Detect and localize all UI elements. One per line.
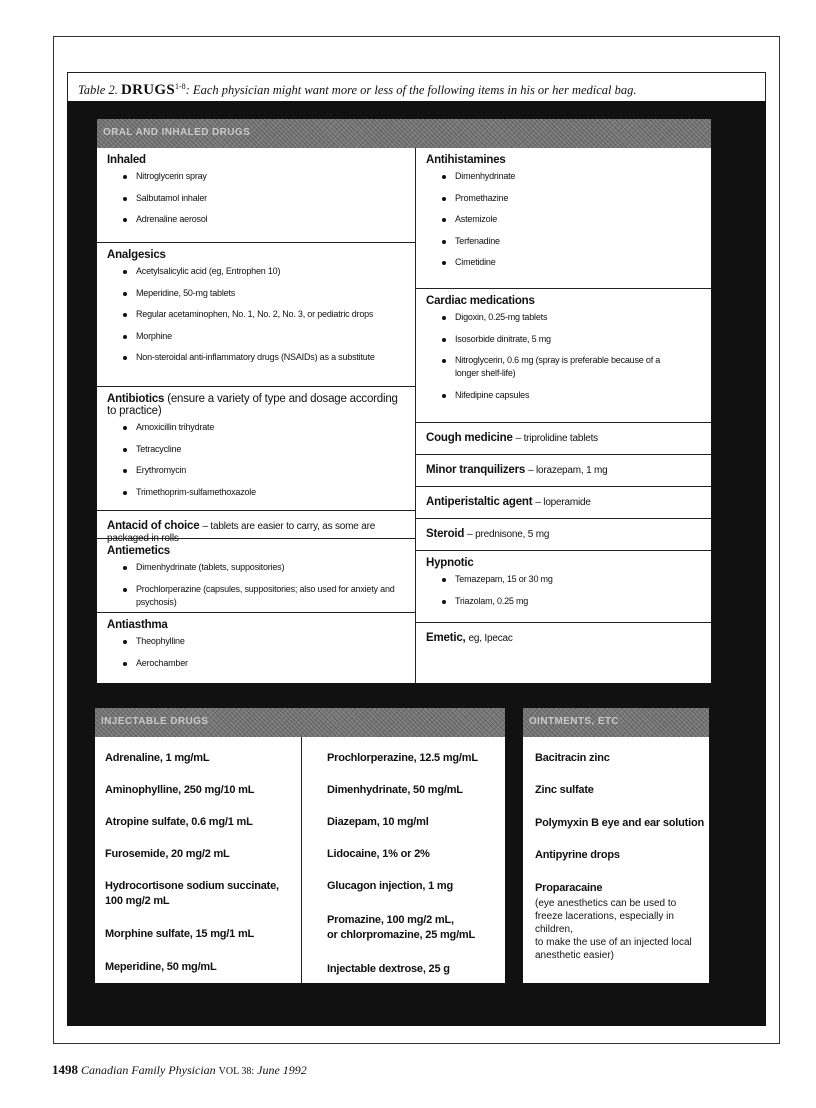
inj-item: Dimenhydrinate, 50 mg/mL <box>327 784 463 796</box>
injectable-divider <box>301 737 302 983</box>
antihistamines-title: Antihistamines <box>426 154 506 166</box>
journal-name: Canadian Family Physician <box>81 1063 216 1077</box>
inj-item: Injectable dextrose, 25 g <box>327 963 450 975</box>
inj-item: Lidocaine, 1% or 2% <box>327 848 430 860</box>
list-item: Triazolam, 0.25 mg <box>442 595 701 608</box>
antiasthma-title: Antiasthma <box>107 619 168 631</box>
hypnotic-title: Hypnotic <box>426 557 474 569</box>
ointment-item: Bacitracin zinc <box>535 752 610 764</box>
emetic-line <box>426 632 701 644</box>
table-refs: 1-8 <box>174 82 186 91</box>
inj-item: Hydrocortisone sodium succinate, <box>105 880 279 892</box>
list-item: Non-steroidal anti-inflammatory drugs (NSAIDs) as a substitute <box>123 351 405 364</box>
analgesics-title: Analgesics <box>107 249 166 261</box>
list-item: Meperidine, 50-mg tablets <box>123 287 405 300</box>
list-item: Promethazine <box>442 192 701 205</box>
oral-right-column <box>416 148 711 683</box>
antiperistaltic-section <box>416 486 711 518</box>
oral-header: ORAL AND INHALED DRUGS <box>103 127 251 138</box>
cough-title: Cough medicine <box>426 432 513 444</box>
inj-item: Aminophylline, 250 mg/10 mL <box>105 784 255 796</box>
note-line: freeze lacerations, especially in children, <box>535 911 674 935</box>
list-item: Nitroglycerin, 0.6 mg (spray is preferable because of a longer shelf-life) <box>442 354 701 380</box>
list-item: Trimethoprim-sulfamethoxazole <box>123 486 405 499</box>
list-item: Cimetidine <box>442 256 701 269</box>
analgesics-section <box>97 242 415 386</box>
inhaled-section <box>97 148 415 242</box>
oral-panel <box>97 148 711 683</box>
tranquilizers-line <box>426 464 701 476</box>
tranquilizers-note: – lorazepam, 1 mg <box>528 465 608 476</box>
antihistamines-section <box>416 148 711 288</box>
list-item: Amoxicillin trihydrate <box>123 421 405 434</box>
ointment-note <box>535 897 707 962</box>
issue-date: June 1992 <box>257 1063 307 1077</box>
cough-note: – triprolidine tablets <box>515 433 598 444</box>
hypnotic-section <box>416 550 711 622</box>
inj-item: Atropine sulfate, 0.6 mg/1 mL <box>105 816 253 828</box>
list-item: Regular acetaminophen, No. 1, No. 2, No. 3, or pediatric drops <box>123 308 405 321</box>
inj-item: Furosemide, 20 mg/2 mL <box>105 848 230 860</box>
oral-header-band <box>97 119 711 149</box>
list-item: Tetracycline <box>123 443 405 456</box>
cardiac-title: Cardiac medications <box>426 295 535 307</box>
oral-left-column <box>97 148 415 683</box>
injectable-header: INJECTABLE DRUGS <box>101 716 209 727</box>
list-item: Isosorbide dinitrate, 5 mg <box>442 333 701 346</box>
ointments-header: OINTMENTS, ETC <box>529 716 620 727</box>
antiasthma-section <box>97 612 415 683</box>
list-item: Adrenaline aerosol <box>123 213 405 226</box>
list-item: Astemizole <box>442 213 701 226</box>
cough-section <box>416 422 711 454</box>
ointment-item: Antipyrine drops <box>535 849 620 861</box>
cardiac-section <box>416 288 711 422</box>
list-item: Terfenadine <box>442 235 701 248</box>
list-item: Nitroglycerin spray <box>123 170 405 183</box>
table-body <box>67 101 766 1026</box>
list-item: Prochlorperazine (capsules, suppositories; also used for anxiety and psychosis) <box>123 583 405 609</box>
ointment-item: Zinc sulfate <box>535 784 594 796</box>
antibiotics-heading <box>107 393 405 417</box>
injectable-header-band <box>95 708 505 738</box>
table-label: Table 2. <box>78 83 118 98</box>
emetic-section <box>416 622 711 683</box>
inj-item: Morphine sulfate, 15 mg/1 mL <box>105 928 255 940</box>
antacid-title: Antacid of choice <box>107 520 200 532</box>
antibiotics-note: (ensure a variety of type and dosage according to practice) <box>107 393 398 417</box>
antiemetics-title: Antiemetics <box>107 545 170 557</box>
list-item: Theophylline <box>123 635 405 648</box>
emetic-title: Emetic, <box>426 632 466 644</box>
emetic-note: eg, Ipecac <box>468 633 513 644</box>
note-line: to make the use of an injected local <box>535 937 692 948</box>
antiperistaltic-note: – loperamide <box>535 497 591 508</box>
list-item: Erythromycin <box>123 464 405 477</box>
ointments-panel <box>523 737 709 983</box>
list-item: Digoxin, 0.25-mg tablets <box>442 311 701 324</box>
antiperistaltic-line <box>426 496 701 508</box>
inj-item: Adrenaline, 1 mg/mL <box>105 752 210 764</box>
inj-item: 100 mg/2 mL <box>105 895 170 907</box>
list-item: Aerochamber <box>123 657 405 670</box>
steroid-line <box>426 528 701 540</box>
list-item: Salbutamol inhaler <box>123 192 405 205</box>
list-item: Nifedipine capsules <box>442 389 701 402</box>
tranquilizers-section <box>416 454 711 486</box>
note-line: anesthetic easier) <box>535 950 614 961</box>
page-number: 1498 <box>52 1062 78 1077</box>
inj-item: Promazine, 100 mg/2 mL, <box>327 914 454 926</box>
table-title: DRUGS <box>120 82 175 99</box>
page-footer <box>52 1062 307 1078</box>
antacid-section <box>97 510 415 544</box>
tranquilizers-title: Minor tranquilizers <box>426 464 526 476</box>
list-item: Morphine <box>123 330 405 343</box>
antiperistaltic-title: Antiperistaltic agent <box>426 496 533 508</box>
ointments-header-band <box>523 708 709 738</box>
table-caption <box>67 72 766 102</box>
ointment-item: Polymyxin B eye and ear solution <box>535 817 705 829</box>
table-subtitle: : Each physician might want more or less of the following items in his or her medical bag. <box>185 83 637 98</box>
inhaled-title: Inhaled <box>107 154 146 166</box>
list-item: Acetylsalicylic acid (eg, Entrophen 10) <box>123 265 405 278</box>
steroid-note: – prednisone, 5 mg <box>467 529 550 540</box>
antibiotics-section <box>97 386 415 510</box>
inj-item: Prochlorperazine, 12.5 mg/mL <box>327 752 478 764</box>
note-line: (eye anesthetics can be used to <box>535 898 677 909</box>
steroid-section <box>416 518 711 550</box>
cough-line <box>426 432 701 444</box>
list-item: Temazepam, 15 or 30 mg <box>442 573 701 586</box>
antiemetics-section <box>97 538 415 612</box>
steroid-title: Steroid <box>426 528 465 540</box>
inj-item: Meperidine, 50 mg/mL <box>105 961 217 973</box>
antacid-note: – tablets are easier to carry, as some are packaged in rolls <box>107 521 376 544</box>
volume: VOL 38: <box>218 1066 255 1077</box>
inj-item: Glucagon injection, 1 mg <box>327 880 453 892</box>
antibiotics-title: Antibiotics <box>107 393 165 405</box>
inj-item: Diazepam, 10 mg/ml <box>327 816 429 828</box>
injectable-panel <box>95 737 505 983</box>
ointment-item: Proparacaine <box>535 882 603 894</box>
inj-item: or chlorpromazine, 25 mg/mL <box>327 929 476 941</box>
list-item: Dimenhydrinate (tablets, suppositories) <box>123 561 405 574</box>
list-item: Dimenhydrinate <box>442 170 701 183</box>
